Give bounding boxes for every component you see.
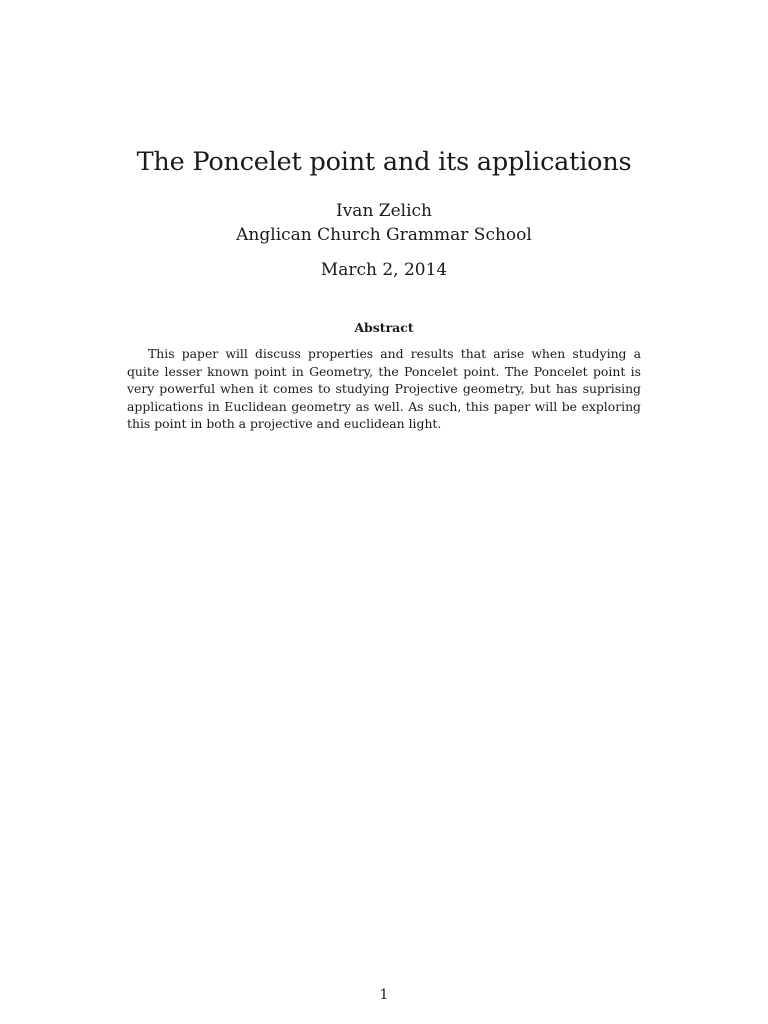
page-number: 1 bbox=[379, 987, 389, 1003]
paper-title: The Poncelet point and its applications bbox=[136, 147, 632, 177]
paper-date: March 2, 2014 bbox=[320, 260, 448, 280]
abstract-heading: Abstract bbox=[354, 320, 414, 335]
author-name: Ivan Zelich bbox=[335, 201, 433, 221]
abstract-body: This paper will discuss properties and results that arise when studying a quite lesser known point in Geometry, the Poncelet point. The Poncelet point is very powerful when it comes to studying Projective geometry, but has suprising applications in Euclidean geometry as well. As such, this paper will be exploring this point in both a projective and euclidean light. bbox=[127, 346, 641, 432]
author-affiliation: Anglican Church Grammar School bbox=[236, 225, 532, 245]
